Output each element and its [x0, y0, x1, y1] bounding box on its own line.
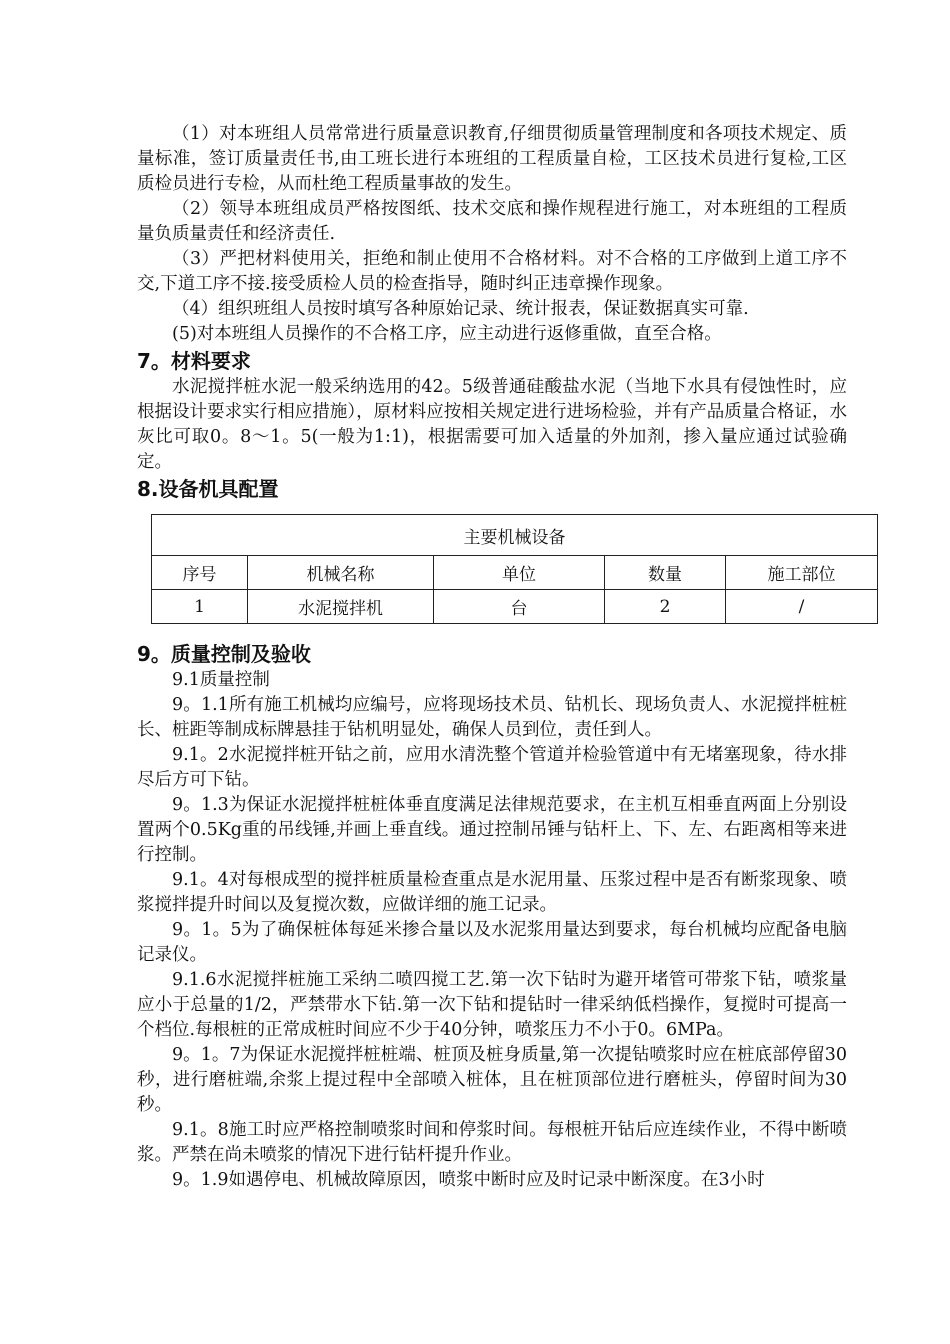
column-header-location: 施工部位 — [726, 556, 878, 590]
section9-item-9: 9。1.9如遇停电、机械故障原因，喷浆中断时应及时记录中断深度。在3小时 — [172, 1170, 765, 1190]
section9-item-7: 9。1。7为保证水泥搅拌桩桩端、桩顶及桩身质量,第一次提钻喷浆时应在桩底部停留30秒，进行磨桩端,余浆上提过程中全部喷入桩体，且在桩顶部位进行磨桩头，停留时间为30秒。 — [137, 1045, 847, 1115]
section9-item-8: 9.1。8施工时应严格控制喷浆时间和停浆时间。每根桩开钻后应连续作业，不得中断喷浆。严禁在尚未喷浆的情况下进行钻杆提升作业。 — [137, 1120, 847, 1165]
cell-quantity: 2 — [605, 590, 726, 624]
section9-item-1: 9。1.1所有施工机械均应编号，应将现场技术员、钻机长、现场负责人、水泥搅拌桩桩长、桩距等制成标牌悬挂于钻机明显处，确保人员到位，责任到人。 — [137, 695, 847, 740]
table-caption-row — [152, 515, 878, 556]
section7-heading: 7。材料要求 — [137, 349, 251, 373]
section9-item-5: 9。1。5为了确保桩体每延米掺合量以及水泥浆用量达到要求，每台机械均应配备电脑记录仪。 — [137, 920, 847, 965]
section8-heading: 8.设备机具配置 — [137, 477, 279, 501]
cell-index: 1 — [152, 590, 248, 624]
equipment-table-wrapper — [151, 514, 878, 624]
section9-subtitle: 9.1质量控制 — [172, 670, 270, 690]
cell-machine-name: 水泥搅拌机 — [248, 590, 434, 624]
column-header-index: 序号 — [152, 556, 248, 590]
document-content — [137, 122, 847, 1193]
section9-item-2: 9.1。2水泥搅拌桩开钻之前，应用水清洗整个管道并检验管道中有无堵塞现象，待水排尽后方可下钻。 — [137, 745, 847, 790]
section6-item-1: （1）对本班组人员常常进行质量意识教育,仔细贯彻质量管理制度和各项技术规定、质量标准，签订质量责任书,由工班长进行本班组的工程质量自检，工区技术员进行复检,工区质检员进行专检，从而杜绝工程质量事故的发生。 — [137, 124, 847, 194]
column-header-machine-name: 机械名称 — [248, 556, 434, 590]
table-row — [152, 590, 878, 624]
column-header-unit: 单位 — [434, 556, 605, 590]
cell-unit: 台 — [434, 590, 605, 624]
section6-item-5: (5)对本班组人员操作的不合格工序，应主动进行返修重做，直至合格。 — [172, 324, 722, 344]
section7-body: 水泥搅拌桩水泥一般采纳选用的42。5级普通硅酸盐水泥（当地下水具有侵蚀性时，应根据设计要求实行相应措施），原材料应按相关规定进行进场检验，并有产品质量合格证，水灰比可取0。8～1。5(一般为1:1)，根据需要可加入适量的外加剂，掺入量应通过试验确定。 — [137, 377, 847, 472]
column-header-quantity: 数量 — [605, 556, 726, 590]
section9-item-3: 9。1.3为保证水泥搅拌桩桩体垂直度满足法律规范要求，在主机互相垂直两面上分别设置两个0.5Kg重的吊线锤,并画上垂直线。通过控制吊锤与钻杆上、下、左、右距离相等来进行控制。 — [137, 795, 847, 865]
section6-item-3: （3）严把材料使用关，拒绝和制止使用不合格材料。对不合格的工序做到上道工序不交,下道工序不接.接受质检人员的检查指导，随时纠正违章操作现象。 — [137, 249, 847, 294]
section9-heading: 9。质量控制及验收 — [137, 642, 311, 666]
equipment-table — [151, 514, 878, 624]
section9-item-4: 9.1。4对每根成型的搅拌桩质量检查重点是水泥用量、压浆过程中是否有断浆现象、喷浆搅拌提升时间以及复搅次数，应做详细的施工记录。 — [137, 870, 847, 915]
section9-item-6: 9.1.6水泥搅拌桩施工采纳二喷四搅工艺.第一次下钻时为避开堵管可带浆下钻，喷浆量应小于总量的1/2，严禁带水下钻.第一次下钻和提钻时一律采纳低档操作，复搅时可提高一个档位.每根桩的正常成桩时间应不少于40分钟，喷浆压力不小于0。6MPa。 — [137, 970, 847, 1040]
cell-location: / — [726, 590, 878, 624]
section6-item-4: （4）组织班组人员按时填写各种原始记录、统计报表，保证数据真实可靠. — [172, 299, 749, 319]
table-caption: 主要机械设备 — [152, 515, 878, 556]
table-header-row — [152, 556, 878, 590]
section6-item-2: （2）领导本班组成员严格按图纸、技术交底和操作规程进行施工，对本班组的工程质量负质量责任和经济责任. — [137, 199, 847, 244]
